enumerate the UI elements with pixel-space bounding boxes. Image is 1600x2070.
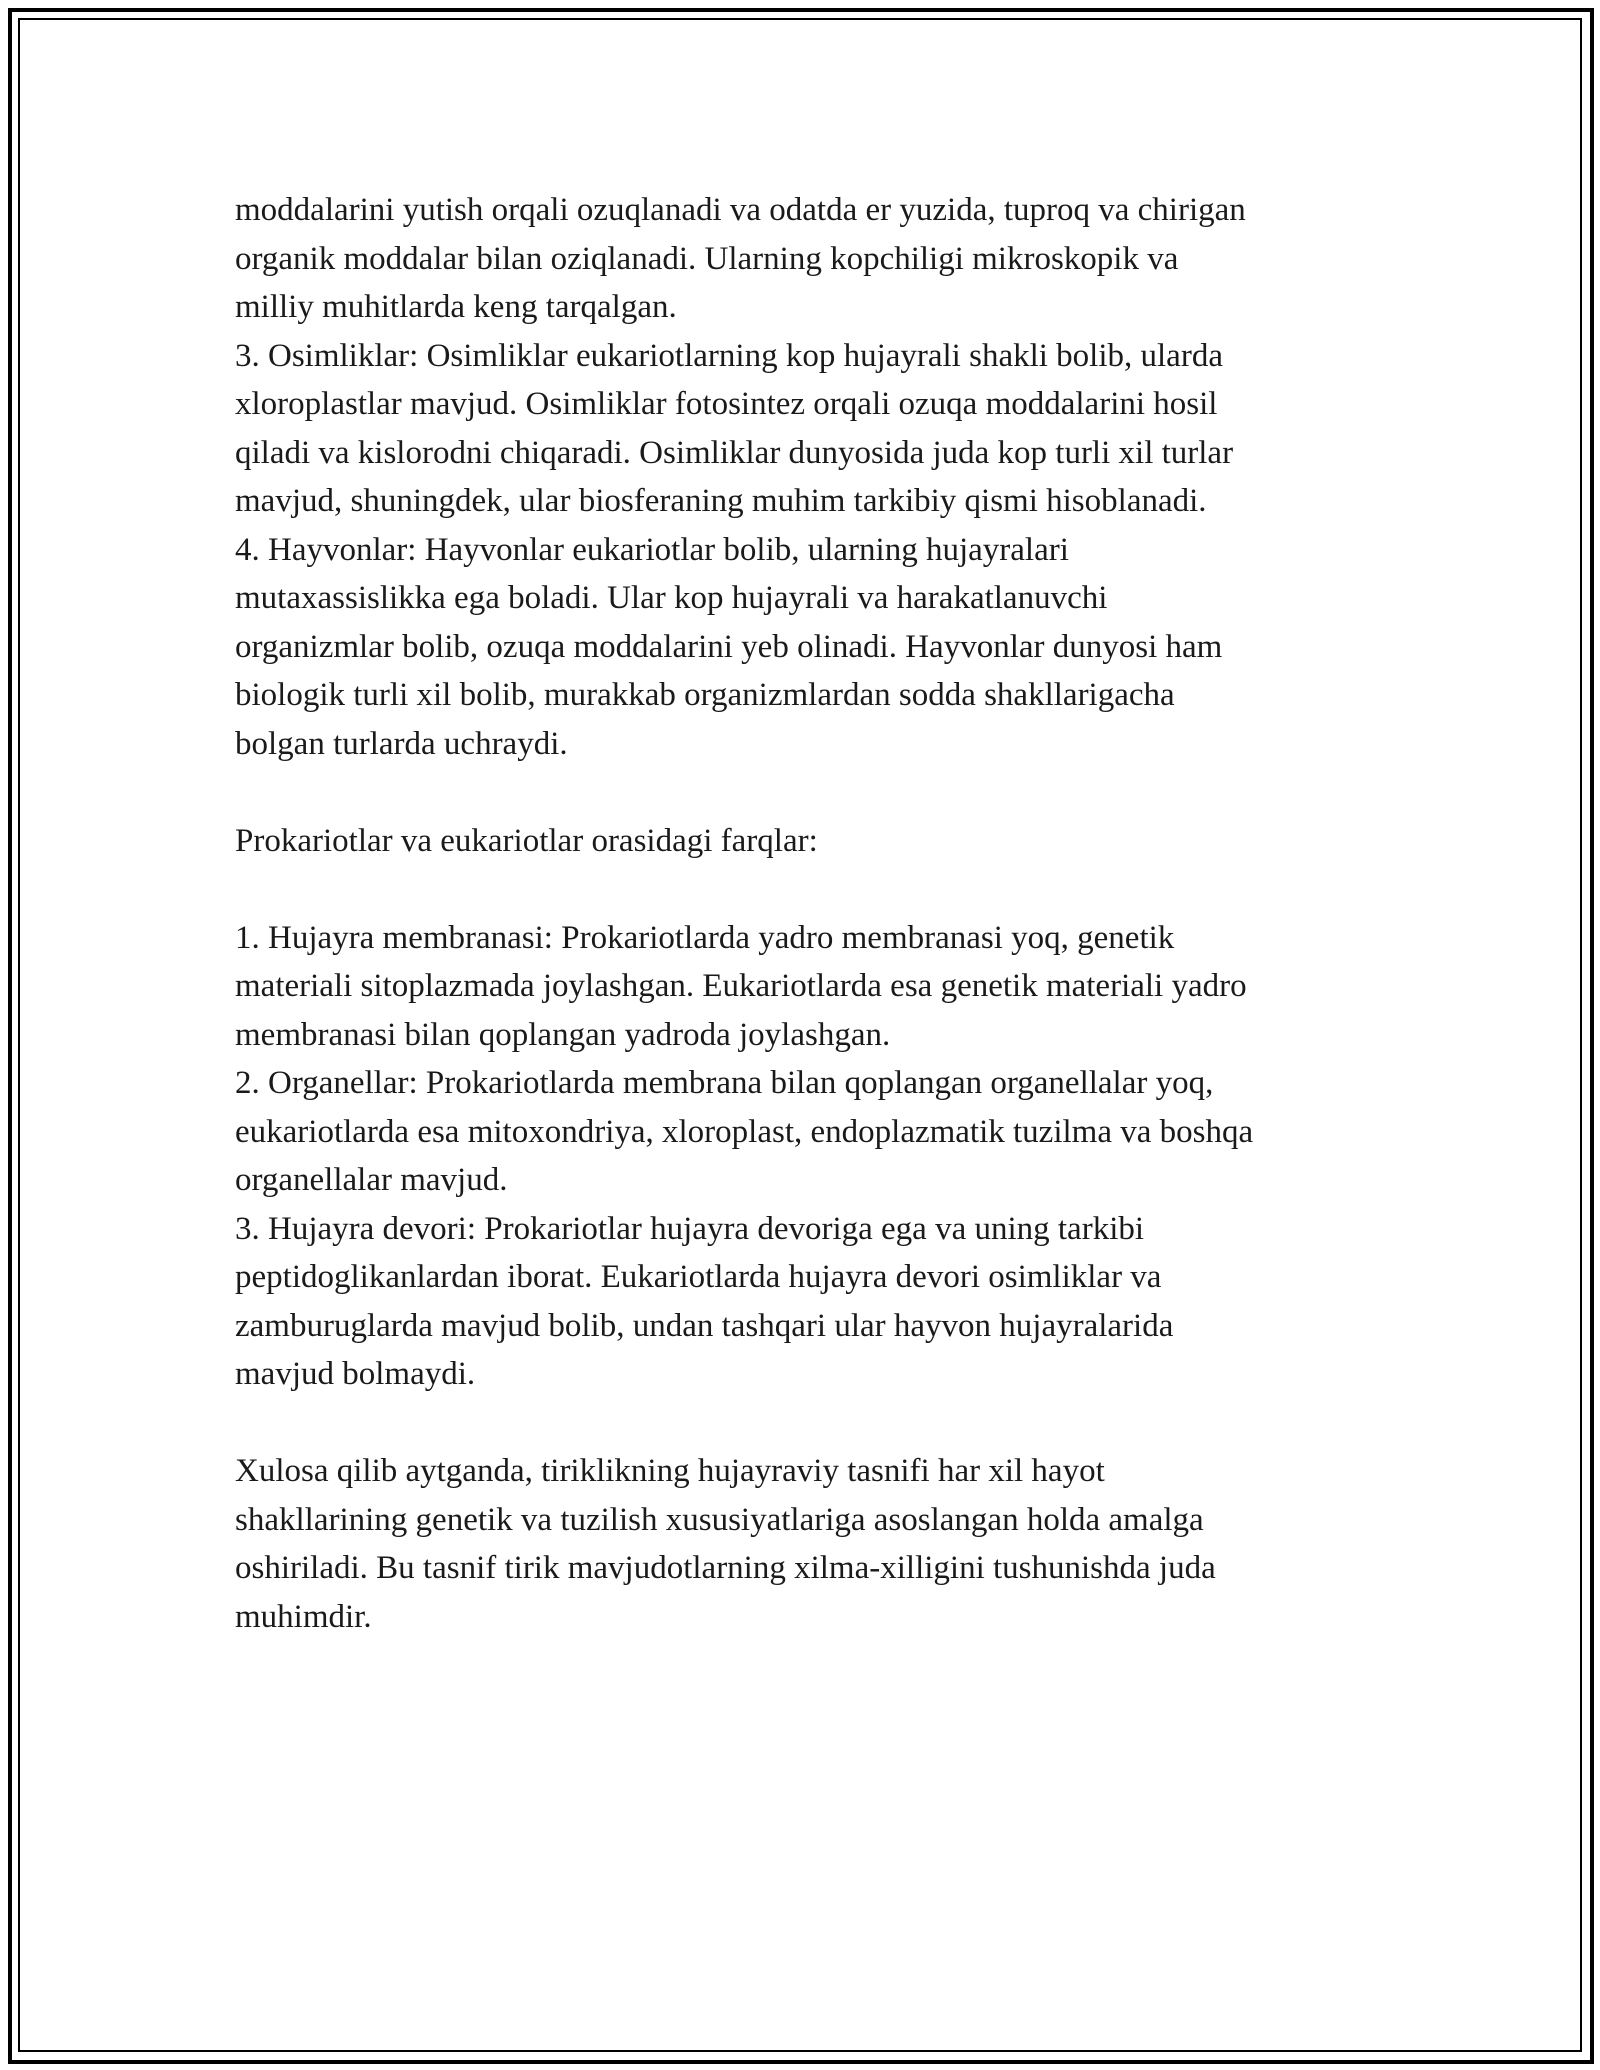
paragraph-conclusion — [235, 1447, 1380, 1641]
section-heading: Prokariotlar va eukariotlar orasidagi farqlar: — [235, 822, 818, 859]
text-line: organellalar mavjud. — [235, 1162, 508, 1198]
text-line: bolgan turlarda uchraydi. — [235, 725, 568, 762]
text-line: 3. Hujayra devori: Prokariotlar hujayra devoriga ega va uning tarkibi — [235, 1210, 1145, 1247]
text-line: milliy muhitlarda keng tarqalgan. — [235, 289, 677, 325]
text-line: 1. Hujayra membranasi: Prokariotlarda yadro membranasi yoq, genetik — [235, 919, 1175, 956]
text-line: materiali sitoplazmada joylashgan. Eukariotlarda esa genetik materiali yadro — [235, 968, 1247, 1004]
text-line: shakllarining genetik va tuzilish xususiyatlariga asoslangan holda amalga — [235, 1501, 1204, 1538]
text-line: membranasi bilan qoplangan yadroda joylashgan. — [235, 1016, 891, 1053]
text-line: 2. Organellar: Prokariotlarda membrana bilan qoplangan organellalar yoq, — [235, 1065, 1214, 1101]
text-line: qiladi va kislorodni chiqaradi. Osimliklar dunyosida juda kop turli xil turlar — [235, 434, 1234, 471]
text-line: peptidoglikanlardan iborat. Eukariotlarda hujayra devori osimliklar va — [235, 1259, 1162, 1295]
text-line: biologik turli xil bolib, murakkab organizmlardan sodda shakllarigacha — [235, 677, 1175, 713]
text-line: muhimdir. — [235, 1598, 372, 1635]
document-body — [235, 186, 1380, 1641]
text-line: zamburuglarda mavjud bolib, undan tashqari ular hayvon hujayralarida — [235, 1307, 1174, 1344]
paragraph-organism-groups — [235, 186, 1380, 768]
paragraph-differences-list — [235, 914, 1380, 1399]
text-line: mavjud bolmaydi. — [235, 1356, 476, 1392]
text-line: moddalarini yutish orqali ozuqlanadi va odatda er yuzida, tuproq va chirigan — [235, 192, 1246, 228]
text-line: 4. Hayvonlar: Hayvonlar eukariotlar bolib, ularning hujayralari — [235, 531, 1069, 568]
paragraph-spacer — [235, 768, 1380, 817]
paragraph-spacer — [235, 865, 1380, 914]
text-line: organik moddalar bilan oziqlanadi. Ularning kopchiligi mikroskopik va — [235, 240, 1179, 277]
text-line: oshiriladi. Bu tasnif tirik mavjudotlarning xilma-xilligini tushunishda juda — [235, 1550, 1216, 1586]
text-line: Xulosa qilib aytganda, tiriklikning hujayraviy tasnifi har xil hayot — [235, 1453, 1105, 1489]
text-line: eukariotlarda esa mitoxondriya, xloroplast, endoplazmatik tuzilma va boshqa — [235, 1113, 1254, 1150]
text-line: organizmlar bolib, ozuqa moddalarini yeb olinadi. Hayvonlar dunyosi ham — [235, 628, 1223, 665]
paragraph-spacer — [235, 1399, 1380, 1448]
text-line: 3. Osimliklar: Osimliklar eukariotlarning kop hujayrali shakli bolib, ularda — [235, 337, 1223, 374]
text-line: mavjud, shuningdek, ular biosferaning muhim tarkibiy qismi hisoblanadi. — [235, 483, 1207, 519]
text-line: mutaxassislikka ega boladi. Ular kop hujayrali va harakatlanuvchi — [235, 580, 1108, 616]
text-line: xloroplastlar mavjud. Osimliklar fotosintez orqali ozuqa moddalarini hosil — [235, 386, 1218, 422]
